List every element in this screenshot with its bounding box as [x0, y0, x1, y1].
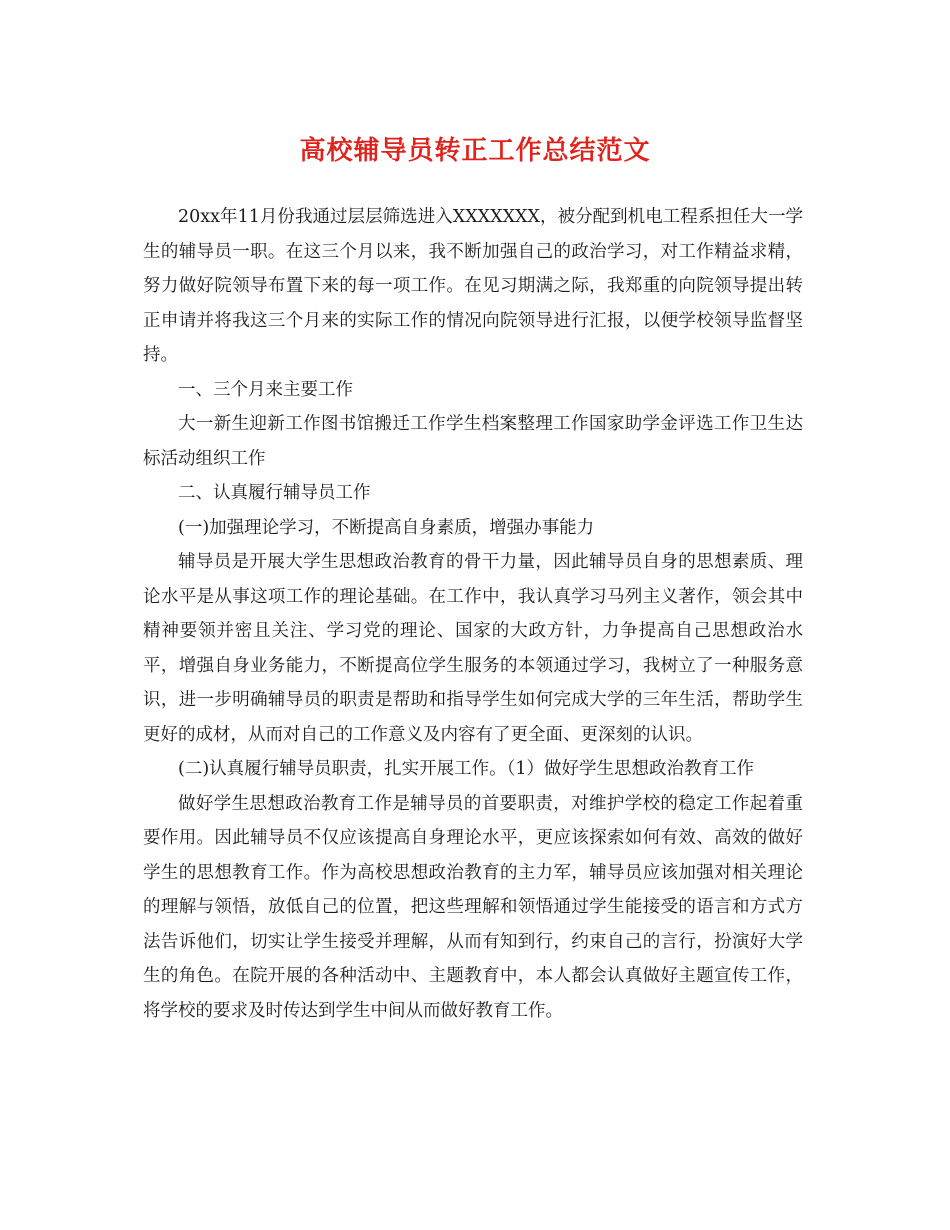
subsection-heading-2: (二)认真履行辅导员职责，扎实开展工作。（1）做好学生思想政治教育工作	[178, 759, 755, 779]
section-heading-2: 二、认真履行辅导员工作	[178, 483, 371, 503]
document-title: 高校辅导员转正工作总结范文	[299, 136, 651, 166]
paragraph-political-education: 做好学生思想政治教育工作是辅导员的首要职责，对维护学校的稳定工作起着重要作用。因此辅导员不仅应该提高自身理论水平，更应该探索如何有效、高效的做好学生的思想教育工作。作为高校思想政治教育的主力军，辅导员应该加强对相关理论的理解与领悟，放低自己的位置，把这些理解和领悟通过学生能接受的语言和方式方法告诉他们，切实让学生接受并理解，从而有知到行，约束自己的言行，扮演好大学生的角色。在院开展的各种活动中、主题教育中，本人都会认真做好主题宣传工作，将学校的要求及时传达到学生中间从而做好教育工作。	[143, 793, 803, 1021]
document-body	[143, 200, 803, 1028]
section-heading-1: 一、三个月来主要工作	[178, 379, 353, 400]
paragraph-intro: 20xx年11月份我通过层层筛选进入XXXXXXX，被分配到机电工程系担任大一学生的辅导员一职。在这三个月以来，我不断加强自己的政治学习，对工作精益求精，努力做好院领导布置下来的每一项工作。在见习期满之际，我郑重的向院领导提出转正申请并将我这三个月来的实际工作的情况向院领导进行汇报，以便学校领导监督坚持。	[143, 207, 803, 365]
paragraph-theory-study: 辅导员是开展大学生思想政治教育的骨干力量，因此辅导员自身的思想素质、理论水平是从事这项工作的理论基础。在工作中，我认真学习马列主义著作，领会其中精神要领并密且关注、学习党的理论、国家的大政方针，力争提高自己思想政治水平，增强自身业务能力，不断提高位学生服务的本领通过学习，我树立了一种服务意识，进一步明确辅导员的职责是帮助和指导学生如何完成大学的三年生活，帮助学生更好的成材，从而对自己的工作意义及内容有了更全面、更深刻的认识。	[143, 552, 803, 745]
paragraph-work-list: 大一新生迎新工作图书馆搬迁工作学生档案整理工作国家助学金评选工作卫生达标活动组织工作	[143, 414, 803, 469]
subsection-heading-1: (一)加强理论学习，不断提高自身素质，增强办事能力	[178, 517, 595, 538]
